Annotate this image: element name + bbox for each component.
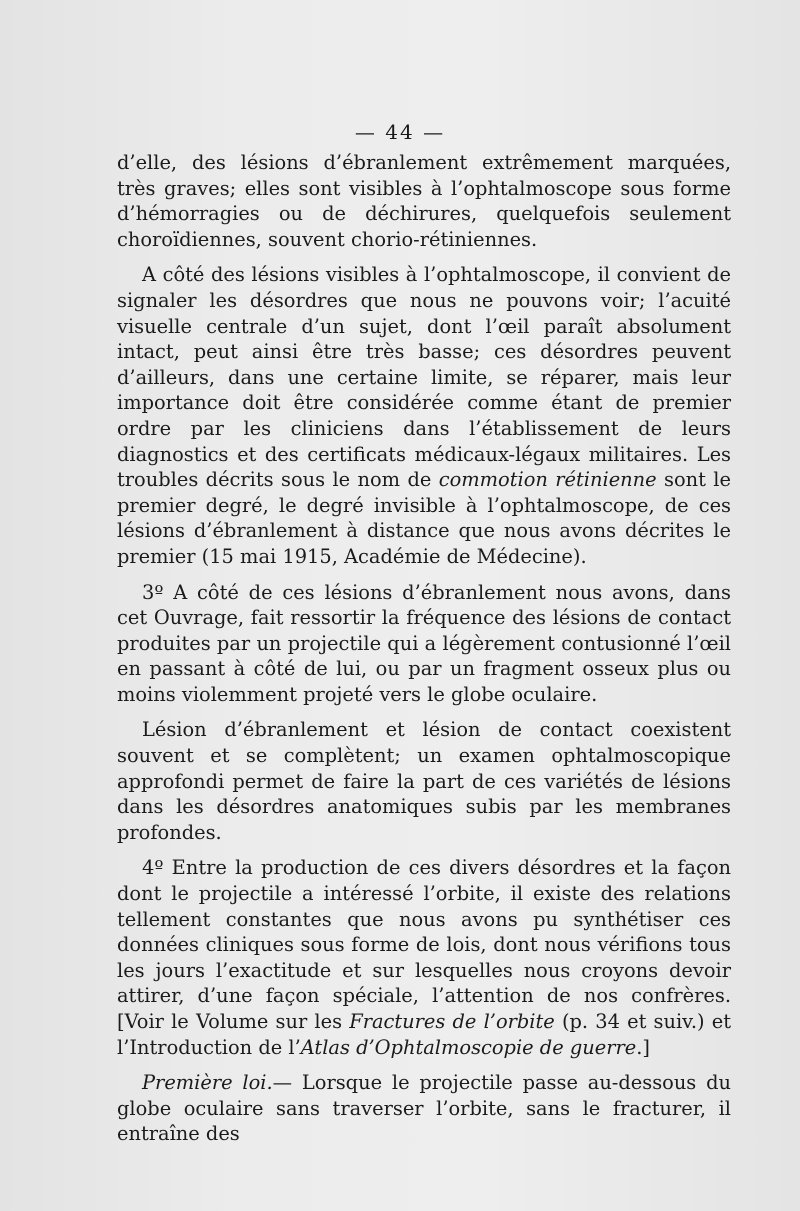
text-run: — Lorsque le projectile passe au-dessous du globe oculaire sans traverser l’orbite, sans le fracturer, il entraîne des [117, 1071, 731, 1146]
paragraph-point-4 [117, 855, 731, 1060]
italic-heading: Première loi. [142, 1071, 273, 1095]
body-text [117, 150, 731, 1147]
italic-title: Fractures de l’orbite [349, 1010, 555, 1033]
italic-title: Atlas d’Ophtalmoscopie de guerre [300, 1035, 637, 1059]
text-run: 4º Entre la production de ces divers désordres et la façon dont le projectile a intéressé l’orbite, il existe des relations tellement constantes que nous avons pu synthétiser ces données cliniques sous forme de lois, dont nous vérifions tous les jours l’exactitude et sur lesquelles nous croyons devoir attirer, d’une façon spéciale, l’attention de nos confrères. [Voir le Volume sur les [117, 856, 731, 1033]
paragraph-continuation: d’elle, des lésions d’ébranlement extrêmement marquées, très graves; elles sont visibles à l’ophtalmoscope sous forme d’hémorragies ou de déchirures, quelquefois seulement choroïdiennes, souvent chorio-rétiniennes. [117, 151, 731, 251]
text-run: sont le premier degré, le degré invisible à l’ophtalmoscope, de ces lésions d’ébranlement à distance que nous avons décrites le premier (15 mai 1915, Académie de Médecine). [117, 468, 731, 568]
paragraph-first-law [117, 1070, 731, 1147]
text-run: .] [636, 1035, 650, 1059]
paragraph-acuity [117, 262, 731, 569]
text-run: (p. 34 et suiv.) et l’Introduction de l’ [117, 1010, 731, 1059]
text-run: A côté des lésions visibles à l’ophtalmoscope, il convient de signaler les désordres que nous ne pouvons voir; l’acuité visuelle centrale d’un sujet, dont l’œil paraît absolument intact, peut ainsi être très basse; ces désordres peuvent d’ailleurs, dans une certaine limite, se réparer, mais leur importance doit être considérée comme étant de premier ordre par les cliniciens dans l’établissement de leurs diagnostics et des certificats médicaux-légaux militaires. Les troubles décrits sous le nom de [117, 263, 731, 492]
paragraph-coexistence: Lésion d’ébranlement et lésion de contact coexistent souvent et se complètent; un examen ophtalmoscopique approfondi permet de faire la part de ces variétés de lésions dans les désordres anatomiques subis par les membranes profondes. [117, 718, 731, 844]
italic-term: commotion rétinienne [438, 468, 657, 492]
paragraph-point-3: 3º A côté de ces lésions d’ébranlement nous avons, dans cet Ouvrage, fait ressortir la fréquence des lésions de contact produites par un projectile qui a légèrement contusionné l’œil en passant à côté de lui, ou par un fragment osseux plus ou moins violemment projeté vers le globe oculaire. [117, 580, 731, 706]
page-number: — 44 — [354, 120, 446, 144]
